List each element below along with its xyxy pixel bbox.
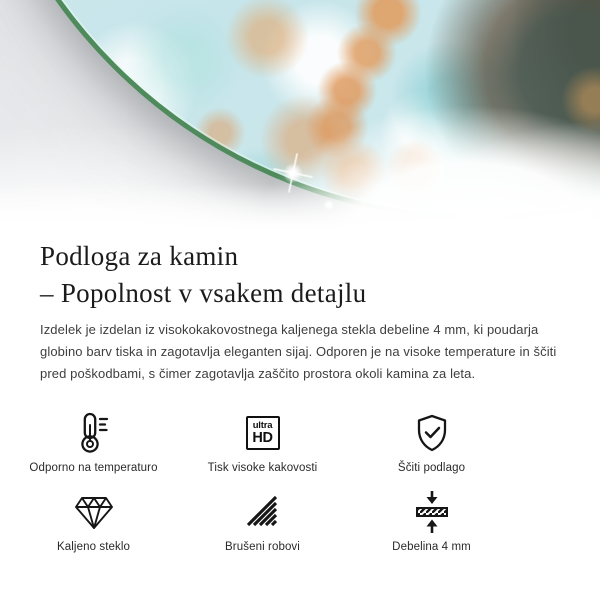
feature-grid	[9, 410, 600, 553]
page-title	[40, 238, 600, 312]
product-image	[0, 0, 600, 230]
feature-tempered-glass	[9, 489, 178, 553]
diamond-icon	[72, 489, 116, 535]
page-title-line2: – Popolnost v vsakem detajlu	[40, 278, 367, 308]
brushed-edges-icon	[245, 489, 281, 535]
product-description: Izdelek je izdelan iz visokokakovostnega kaljenega stekla debeline 4 mm, ki poudarja globino barv tiska in zagotavlja eleganten sijaj. Odporen je na visoke temperature in ščiti pred poškodbami, s čimer zagotavlja zaščito prostora okoli kamina za leta.	[40, 322, 557, 381]
feature-label: Ščiti podlago	[397, 462, 466, 474]
ultra-hd-badge-bottom: HD	[252, 430, 273, 446]
feature-protects-surface	[347, 410, 516, 474]
feature-thickness	[347, 489, 516, 553]
feature-temperature-resistant	[9, 410, 178, 474]
photo-fade-overlay	[0, 0, 600, 230]
feature-print-quality	[178, 410, 347, 474]
feature-polished-edges	[178, 489, 347, 553]
ultra-hd-badge-top: ultra	[252, 420, 273, 431]
feature-label: Odporno na temperaturo	[29, 462, 158, 474]
ultra-hd-icon	[246, 410, 280, 456]
feature-label: Debelina 4 mm	[392, 541, 471, 553]
feature-label: Tisk visoke kakovosti	[207, 462, 318, 474]
thermometer-icon	[72, 410, 116, 456]
sparkle-icon	[269, 149, 316, 196]
feature-label: Brušeni robovi	[225, 541, 300, 553]
page-title-line1: Podloga za kamin	[40, 241, 239, 271]
sparkle-small-icon	[324, 200, 334, 210]
thickness-icon	[414, 489, 450, 535]
feature-label: Kaljeno steklo	[57, 541, 130, 553]
shield-check-icon	[414, 410, 450, 456]
